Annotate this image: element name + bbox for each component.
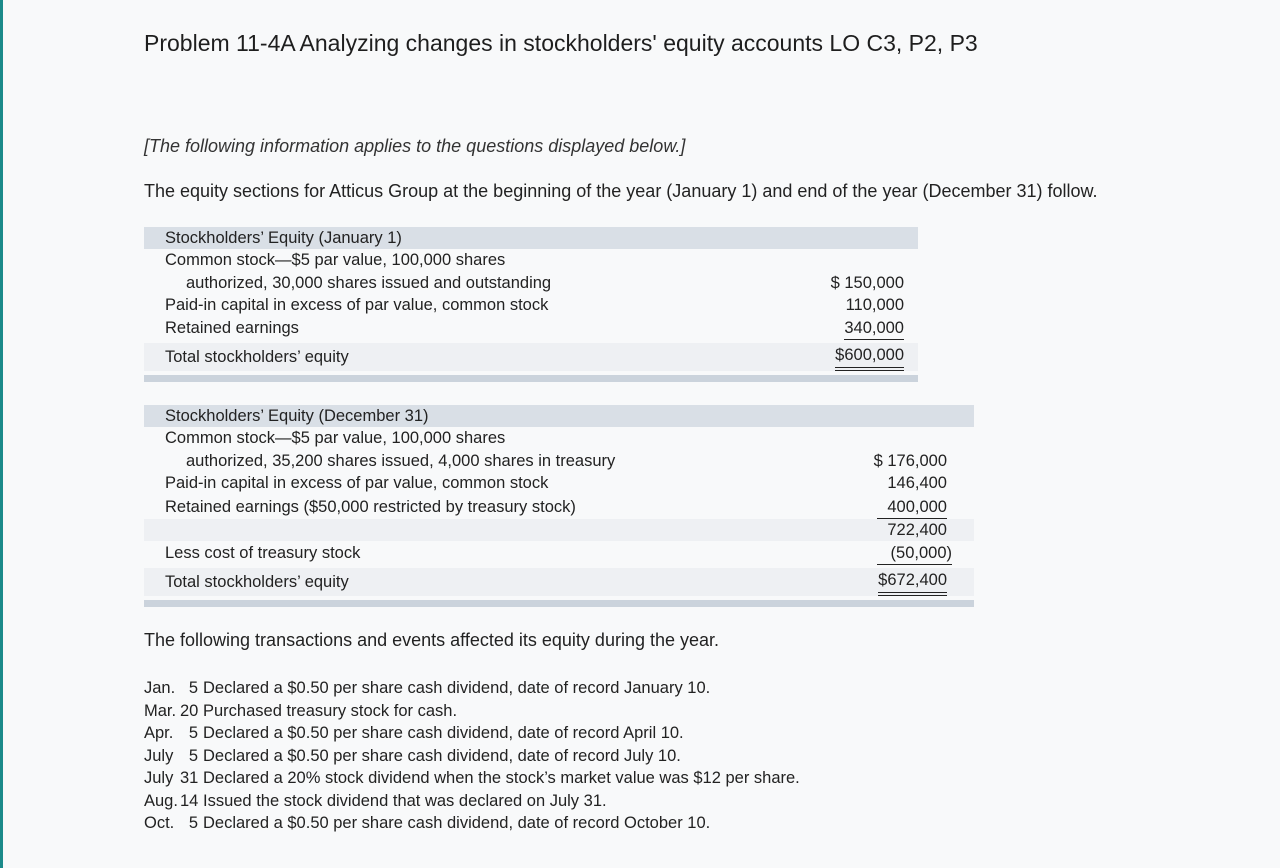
list-item (144, 722, 800, 745)
subtotal-row (144, 519, 974, 541)
list-item (144, 745, 800, 768)
tx-text: Declared a 20% stock dividend when the stock’s market value was $12 per share. (203, 769, 800, 787)
table-row (144, 317, 918, 339)
row-amount: 110,000 (845, 296, 904, 314)
tx-text: Declared a $0.50 per share cash dividend, date of record January 10. (203, 679, 711, 697)
row-label: Retained earnings ($50,000 restricted by treasury stock) (165, 498, 576, 516)
row-label: Less cost of treasury stock (165, 544, 361, 562)
tx-text: Declared a $0.50 per share cash dividend, date of record April 10. (203, 724, 684, 742)
total-row (144, 343, 918, 371)
tx-month: July (144, 746, 174, 765)
tx-day: 5 (188, 746, 198, 765)
total-amount: $600,000 (835, 343, 904, 371)
tx-month: Aug. (144, 791, 178, 810)
table-header: Stockholders’ Equity (January 1) (165, 229, 402, 247)
row-amount: 146,400 (887, 474, 947, 492)
total-amount: $672,400 (878, 568, 947, 596)
left-accent-bar (0, 0, 3, 868)
tx-text: Purchased treasury stock for cash. (203, 701, 458, 720)
row-amount: $ 176,000 (873, 452, 947, 470)
row-label: Common stock—$5 par value, 100,000 shares (165, 251, 506, 269)
page-title: Problem 11-4A Analyzing changes in stockholders' equity accounts LO C3, P2, P3 (144, 30, 978, 56)
equity-table-january (144, 227, 918, 383)
row-label: authorized, 30,000 shares issued and outstanding (186, 274, 552, 292)
table-row (144, 249, 918, 271)
list-item (144, 677, 800, 700)
table-row (144, 294, 918, 316)
tx-day: 31 (180, 769, 199, 787)
row-amount: $ 150,000 (830, 274, 904, 292)
context-note: [The following information applies to the questions displayed below.] (144, 136, 686, 156)
row-label: Common stock—$5 par value, 100,000 shares (165, 429, 506, 447)
table-row (144, 496, 974, 518)
tx-month: Apr. (144, 724, 174, 742)
total-row (144, 568, 974, 596)
table-footer-bar (144, 375, 918, 382)
row-amount: 400,000 (877, 496, 947, 519)
equity-table-december (144, 405, 974, 609)
transactions-intro: The following transactions and events affected its equity during the year. (144, 630, 720, 650)
row-label: authorized, 35,200 shares issued, 4,000 shares in treasury (186, 452, 616, 470)
tx-day: 5 (188, 679, 198, 697)
row-label: Paid-in capital in excess of par value, common stock (165, 474, 549, 492)
row-label: Total stockholders’ equity (165, 348, 349, 366)
tx-day: 5 (188, 814, 198, 832)
tx-month: Oct. (144, 814, 175, 832)
row-label: Total stockholders’ equity (165, 573, 349, 591)
tx-text: Declared a $0.50 per share cash dividend, date of record October 10. (203, 814, 711, 832)
transactions-list (144, 677, 800, 835)
table-header-row (144, 405, 974, 427)
table-header: Stockholders’ Equity (December 31) (165, 407, 429, 425)
tx-text: Declared a $0.50 per share cash dividend, date of record July 10. (203, 746, 681, 765)
table-row (144, 272, 918, 294)
row-amount: (50,000) (877, 542, 952, 565)
tx-month: July (144, 769, 174, 787)
tx-month: Mar. (144, 701, 177, 720)
table-row (144, 472, 974, 494)
table-row (144, 427, 974, 449)
table-header-row (144, 227, 918, 249)
tx-month: Jan. (144, 679, 176, 697)
list-item (144, 812, 800, 835)
row-amount: 340,000 (844, 317, 904, 340)
list-item (144, 700, 800, 723)
tx-day: 5 (188, 724, 198, 742)
list-item (144, 790, 800, 813)
subtotal-amount: 722,400 (887, 521, 947, 539)
table-row (144, 542, 974, 564)
row-label: Paid-in capital in excess of par value, common stock (165, 296, 549, 314)
table-row (144, 450, 974, 472)
tx-text: Issued the stock dividend that was declared on July 31. (203, 791, 607, 810)
row-label: Retained earnings (165, 319, 299, 337)
tx-day: 20 (180, 701, 199, 720)
table-footer-bar (144, 600, 974, 607)
tx-day: 14 (180, 791, 199, 810)
intro-paragraph: The equity sections for Atticus Group at the beginning of the year (January 1) and end of the year (December 31) follow. (144, 181, 1098, 201)
list-item (144, 767, 800, 790)
